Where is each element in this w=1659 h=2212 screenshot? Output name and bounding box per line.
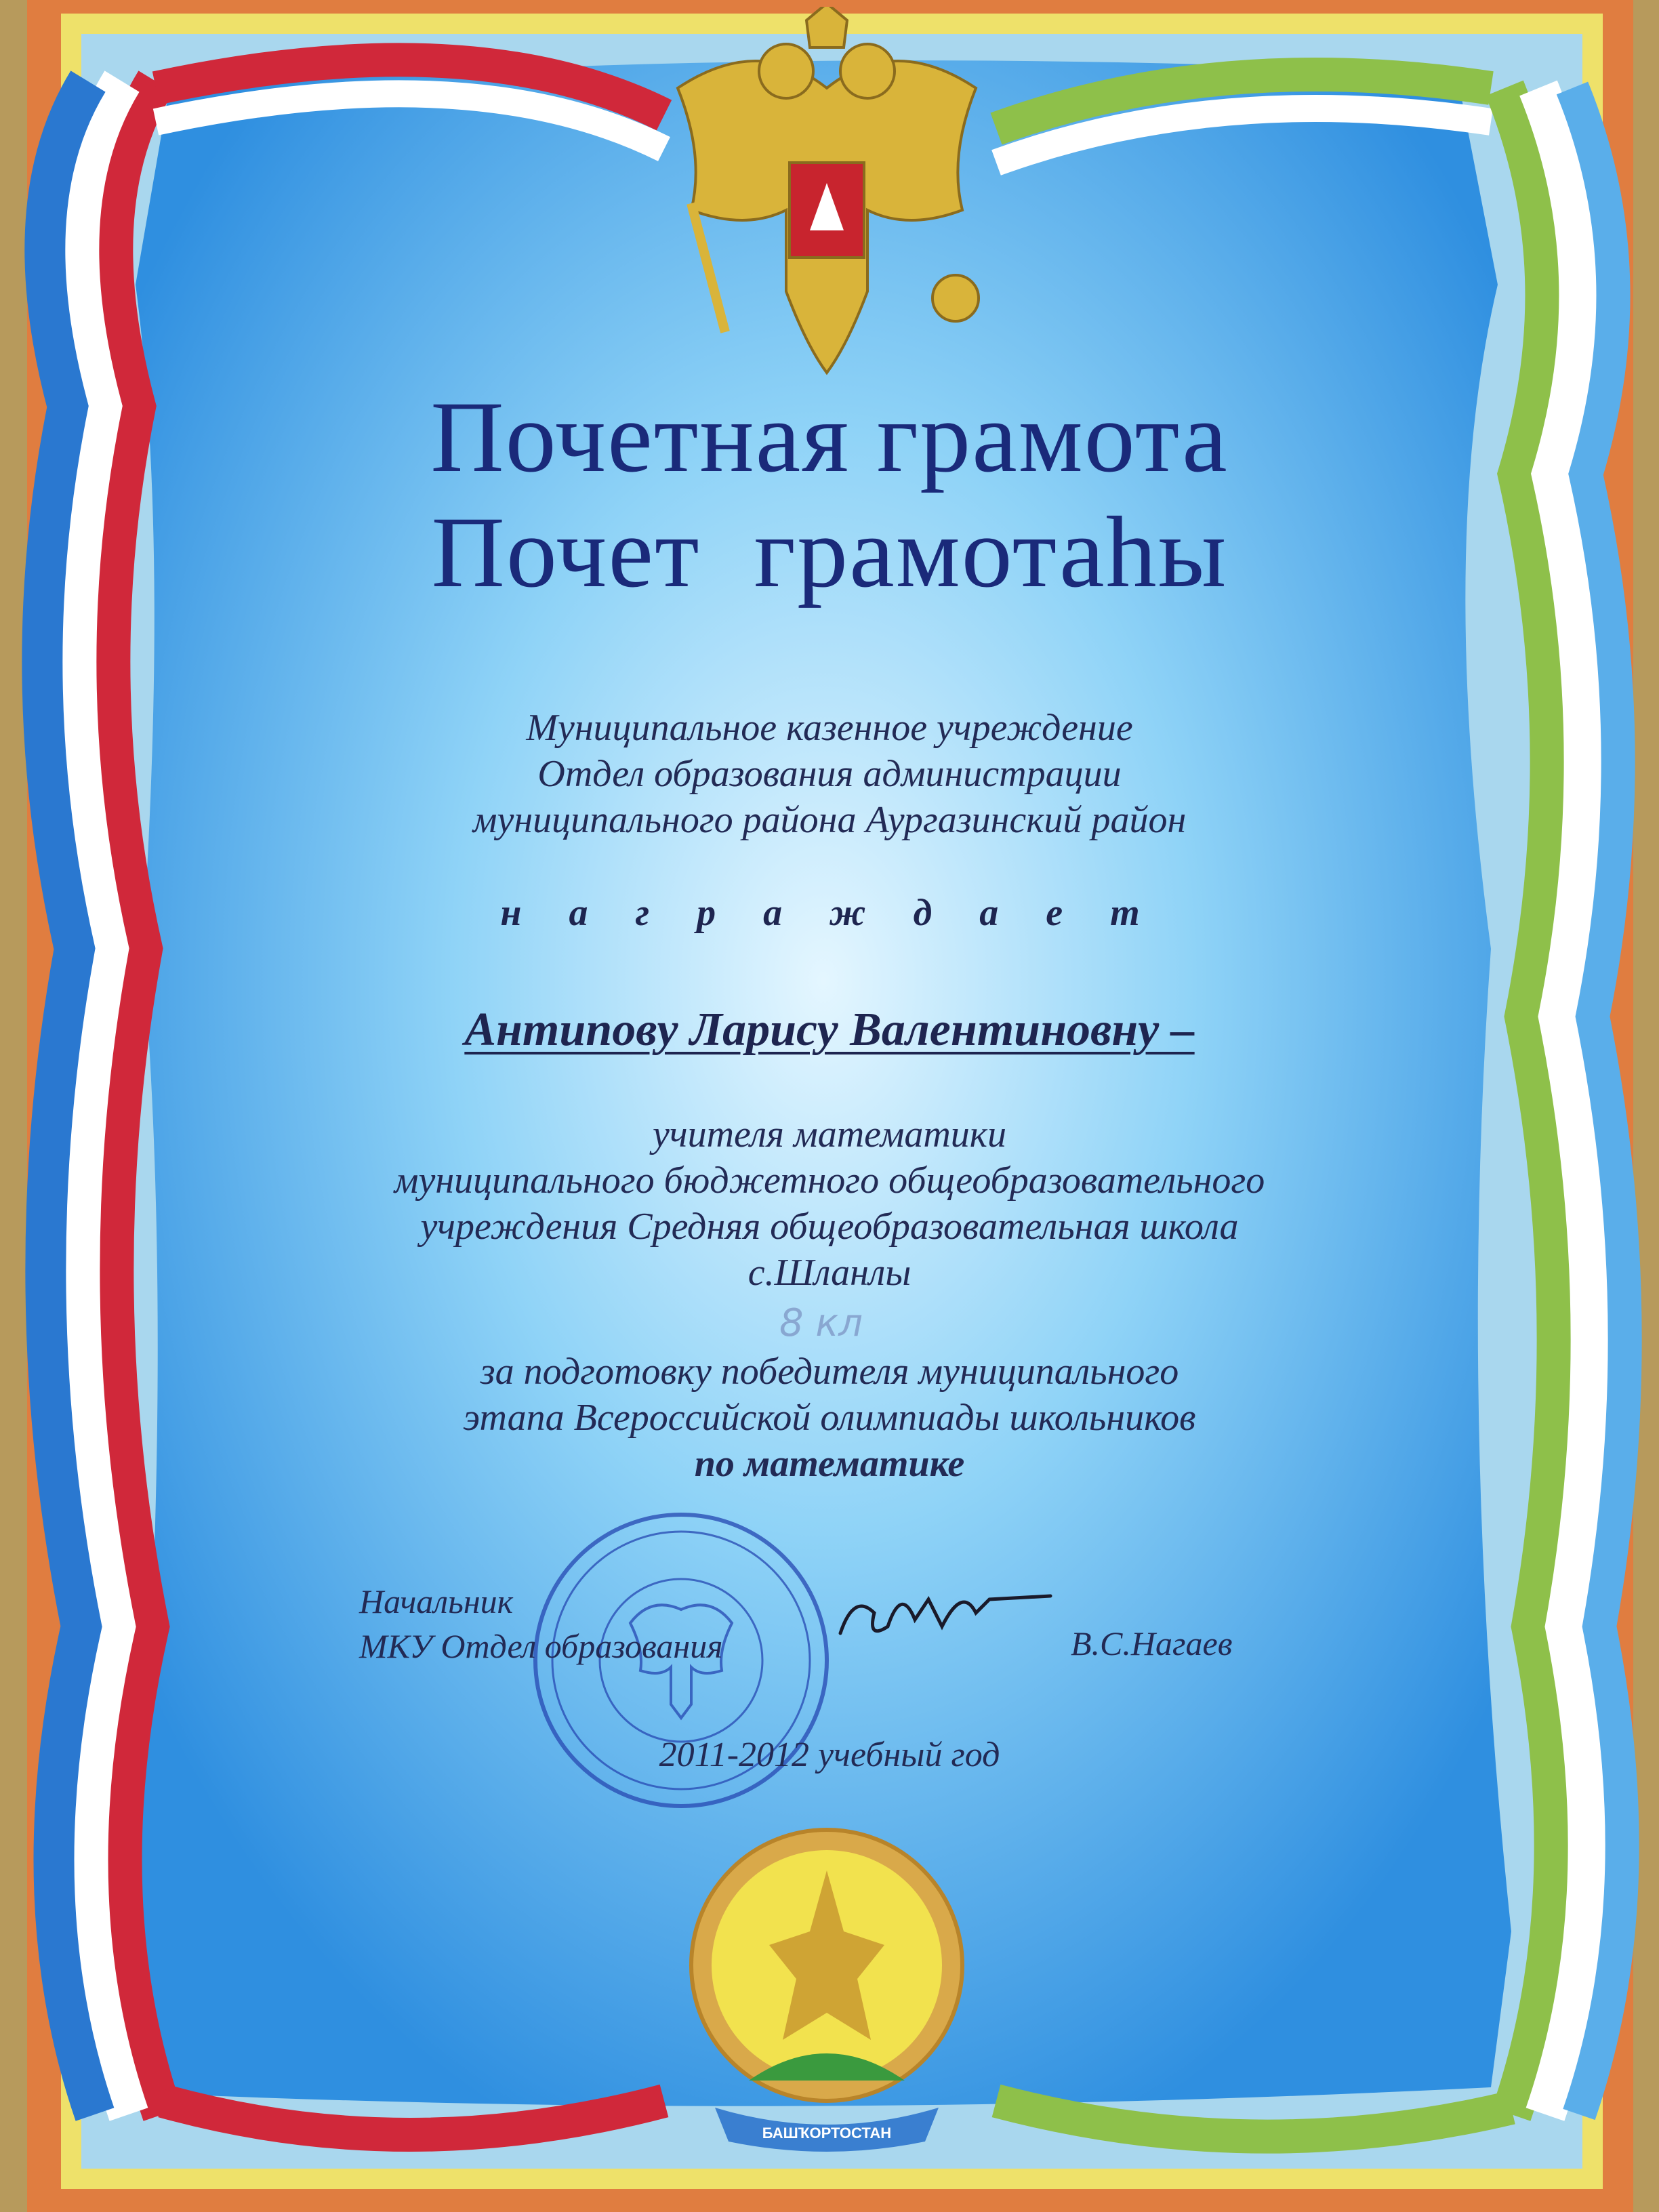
position-line-4: с.Шланлы [747, 1252, 912, 1294]
reason-line-3: по математике [694, 1443, 965, 1485]
position-line-1: учителя математики [653, 1113, 1006, 1155]
reason-line-1: за подготовку победителя муниципального [480, 1351, 1179, 1393]
signatory-name: В.С.Нагаев [1071, 1624, 1233, 1662]
reason-line-2: этапа Всероссийской олимпиады школьников [463, 1397, 1196, 1439]
signatory-title-line-2: МКУ Отдел образования [359, 1627, 723, 1665]
position-block [0, 1111, 1659, 1296]
title-line-bashkir: Почет грамотаһы [431, 496, 1228, 609]
issuer-line-2: Отдел образования администрации [537, 753, 1122, 795]
signatory-title [359, 1579, 722, 1668]
position-line-2: муниципального бюджетного общеобразовательного [394, 1160, 1265, 1202]
signatory-title-line-1: Начальник [359, 1582, 514, 1620]
reason-block [0, 1349, 1659, 1487]
position-line-3: учреждения Средняя общеобразовательная школа [420, 1206, 1239, 1248]
issuer-line-1: Муниципальное казенное учреждение [526, 707, 1133, 749]
issuer-line-3: муниципального района Аургазинский район [472, 799, 1187, 841]
issuer-block [0, 705, 1659, 843]
certificate-title [0, 380, 1659, 610]
recipient-block [0, 1003, 1659, 1057]
title-line-russian: Почетная грамота [430, 381, 1229, 493]
signature-icon [827, 1572, 1057, 1654]
emblem-ribbon-text: БАШҠОРТОСТАН [762, 2125, 892, 2142]
handwritten-note: 8 кл [779, 1301, 863, 1345]
bashkortostan-emblem-icon [668, 1823, 986, 2162]
russian-eagle-emblem-icon [651, 7, 1003, 386]
academic-year: 2011-2012 учебный год [659, 1736, 1000, 1774]
awards-label: н а г р а ж д а е т [500, 892, 1159, 934]
recipient-name: Антипову Ларису Валентиновну – [464, 1004, 1195, 1056]
